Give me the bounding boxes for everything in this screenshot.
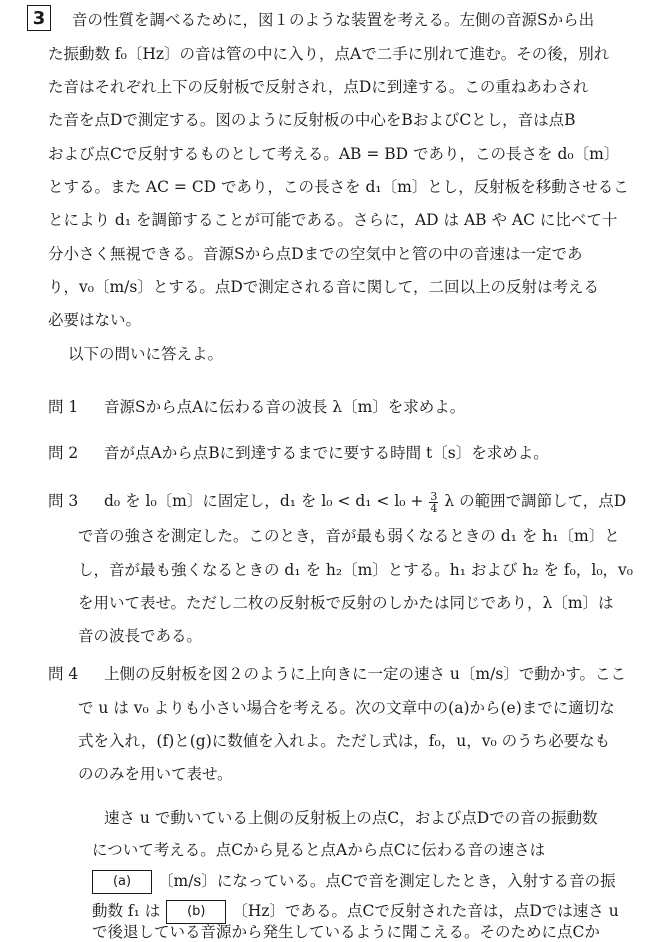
fraction-numerator: 3 bbox=[430, 489, 438, 503]
problem-number-box bbox=[27, 5, 51, 31]
q1-label: 問 1 bbox=[48, 398, 79, 416]
passage-line-4-post: 〔Hz〕である。点Cで反射された音は，点Dでは速さ u bbox=[232, 902, 619, 920]
passage-line-1: 速さ u で動いている上側の反射板上の点C，および点Dでの音の振動数 bbox=[104, 809, 598, 827]
q3-label: 問 3 bbox=[48, 492, 79, 510]
intro-line-6: とする。また AC = CD であり，この長さを d₁〔m〕とし，反射板を移動させるこ bbox=[48, 178, 629, 196]
q4-line-4: ののみを用いて表せ。 bbox=[78, 765, 233, 783]
q2-text: 音が点Aから点Bに到達するまでに要する時間 t〔s〕を求めよ。 bbox=[104, 444, 549, 462]
q3-line-2: で音の強さを測定した。このとき，音が最も弱くなるときの d₁ を h₁〔m〕と bbox=[78, 527, 620, 545]
intro-line-3: た音はそれぞれ上下の反射板で反射され，点Dに到達する。この重ねあわされ bbox=[48, 78, 589, 96]
passage-line-5: で後退している音源から発生しているように聞こえる。そのために点Cか bbox=[92, 923, 600, 941]
intro-line-1: 音の性質を調べるために，図１のような装置を考える。左側の音源Sから出 bbox=[72, 11, 595, 29]
q4-line-3: 式を入れ，(f)と(g)に数値を入れよ。ただし式は，f₀，u，v₀ のうち必要なも bbox=[78, 732, 611, 750]
q3-line-1-pre: d₀ を l₀〔m〕に固定し，d₁ を l₀ < d₁ < l₀ + bbox=[104, 492, 424, 510]
q4-line-1: 上側の反射板を図２のように上向きに一定の速さ u〔m/s〕で動かす。ここ bbox=[104, 665, 627, 683]
q3-line-3: し，音が最も強くなるときの d₁ を h₂〔m〕とする。h₁ および h₂ を f₀，l₀，v₀ bbox=[78, 561, 634, 579]
passage-line-2: について考える。点Cから見ると点Aから点Cに伝わる音の速さは bbox=[92, 841, 546, 859]
q4-line-2: で u は v₀ よりも小さい場合を考える。次の文章中の(a)から(e)までに適切な bbox=[78, 699, 615, 717]
q3-line-1 bbox=[104, 488, 626, 514]
q3-line-1-post: λ の範囲で調節して，点D bbox=[444, 492, 627, 510]
intro-line-8: 分小さく無視できる。音源Sから点Dまでの空気中と管の中の音速は一定であ bbox=[48, 245, 583, 263]
intro-line-4: た音を点Dで測定する。図のように反射板の中心をBおよびCとし，音は点B bbox=[48, 111, 576, 129]
passage-line-3-text: 〔m/s〕になっている。点Cで音を測定したとき，入射する音の振 bbox=[158, 872, 616, 890]
fraction-denominator: 4 bbox=[430, 501, 438, 515]
passage-line-4 bbox=[92, 898, 619, 924]
q3-line-5: 音の波長である。 bbox=[78, 627, 203, 645]
q1-text: 音源Sから点Aに伝わる音の波長 λ〔m〕を求めよ。 bbox=[104, 398, 466, 416]
fraction-three-quarters bbox=[429, 491, 438, 514]
intro-line-5: および点Cで反射するものとして考える。AB = BD であり，この長さを d₀〔m〕 bbox=[48, 145, 620, 163]
q2-label: 問 2 bbox=[48, 444, 79, 462]
intro-line-7: とにより d₁ を調節することが可能である。さらに，AD は AB や AC に比べて十 bbox=[48, 211, 618, 229]
q3-line-4: を用いて表せ。ただし二枚の反射板で反射のしかたは同じであり，λ〔m〕は bbox=[78, 594, 614, 612]
answer-blank-b: (b) bbox=[166, 900, 226, 924]
intro-line-2: た振動数 f₀〔Hz〕の音は管の中に入り，点Aで二手に別れて進む。その後，別れ bbox=[48, 45, 610, 63]
q4-label: 問 4 bbox=[48, 665, 79, 683]
answer-blank-a: (a) bbox=[92, 870, 152, 894]
intro-line-9: り，v₀〔m/s〕とする。点Dで測定される音に関して，二回以上の反射は考える bbox=[48, 278, 599, 296]
passage-line-4-pre: 動数 f₁ は bbox=[92, 902, 161, 920]
problem-number: 3 bbox=[32, 7, 46, 29]
passage-line-3 bbox=[92, 868, 616, 894]
intro-line-10: 必要はない。 bbox=[48, 311, 142, 329]
instruction-line: 以下の問いに答えよ。 bbox=[68, 345, 224, 363]
